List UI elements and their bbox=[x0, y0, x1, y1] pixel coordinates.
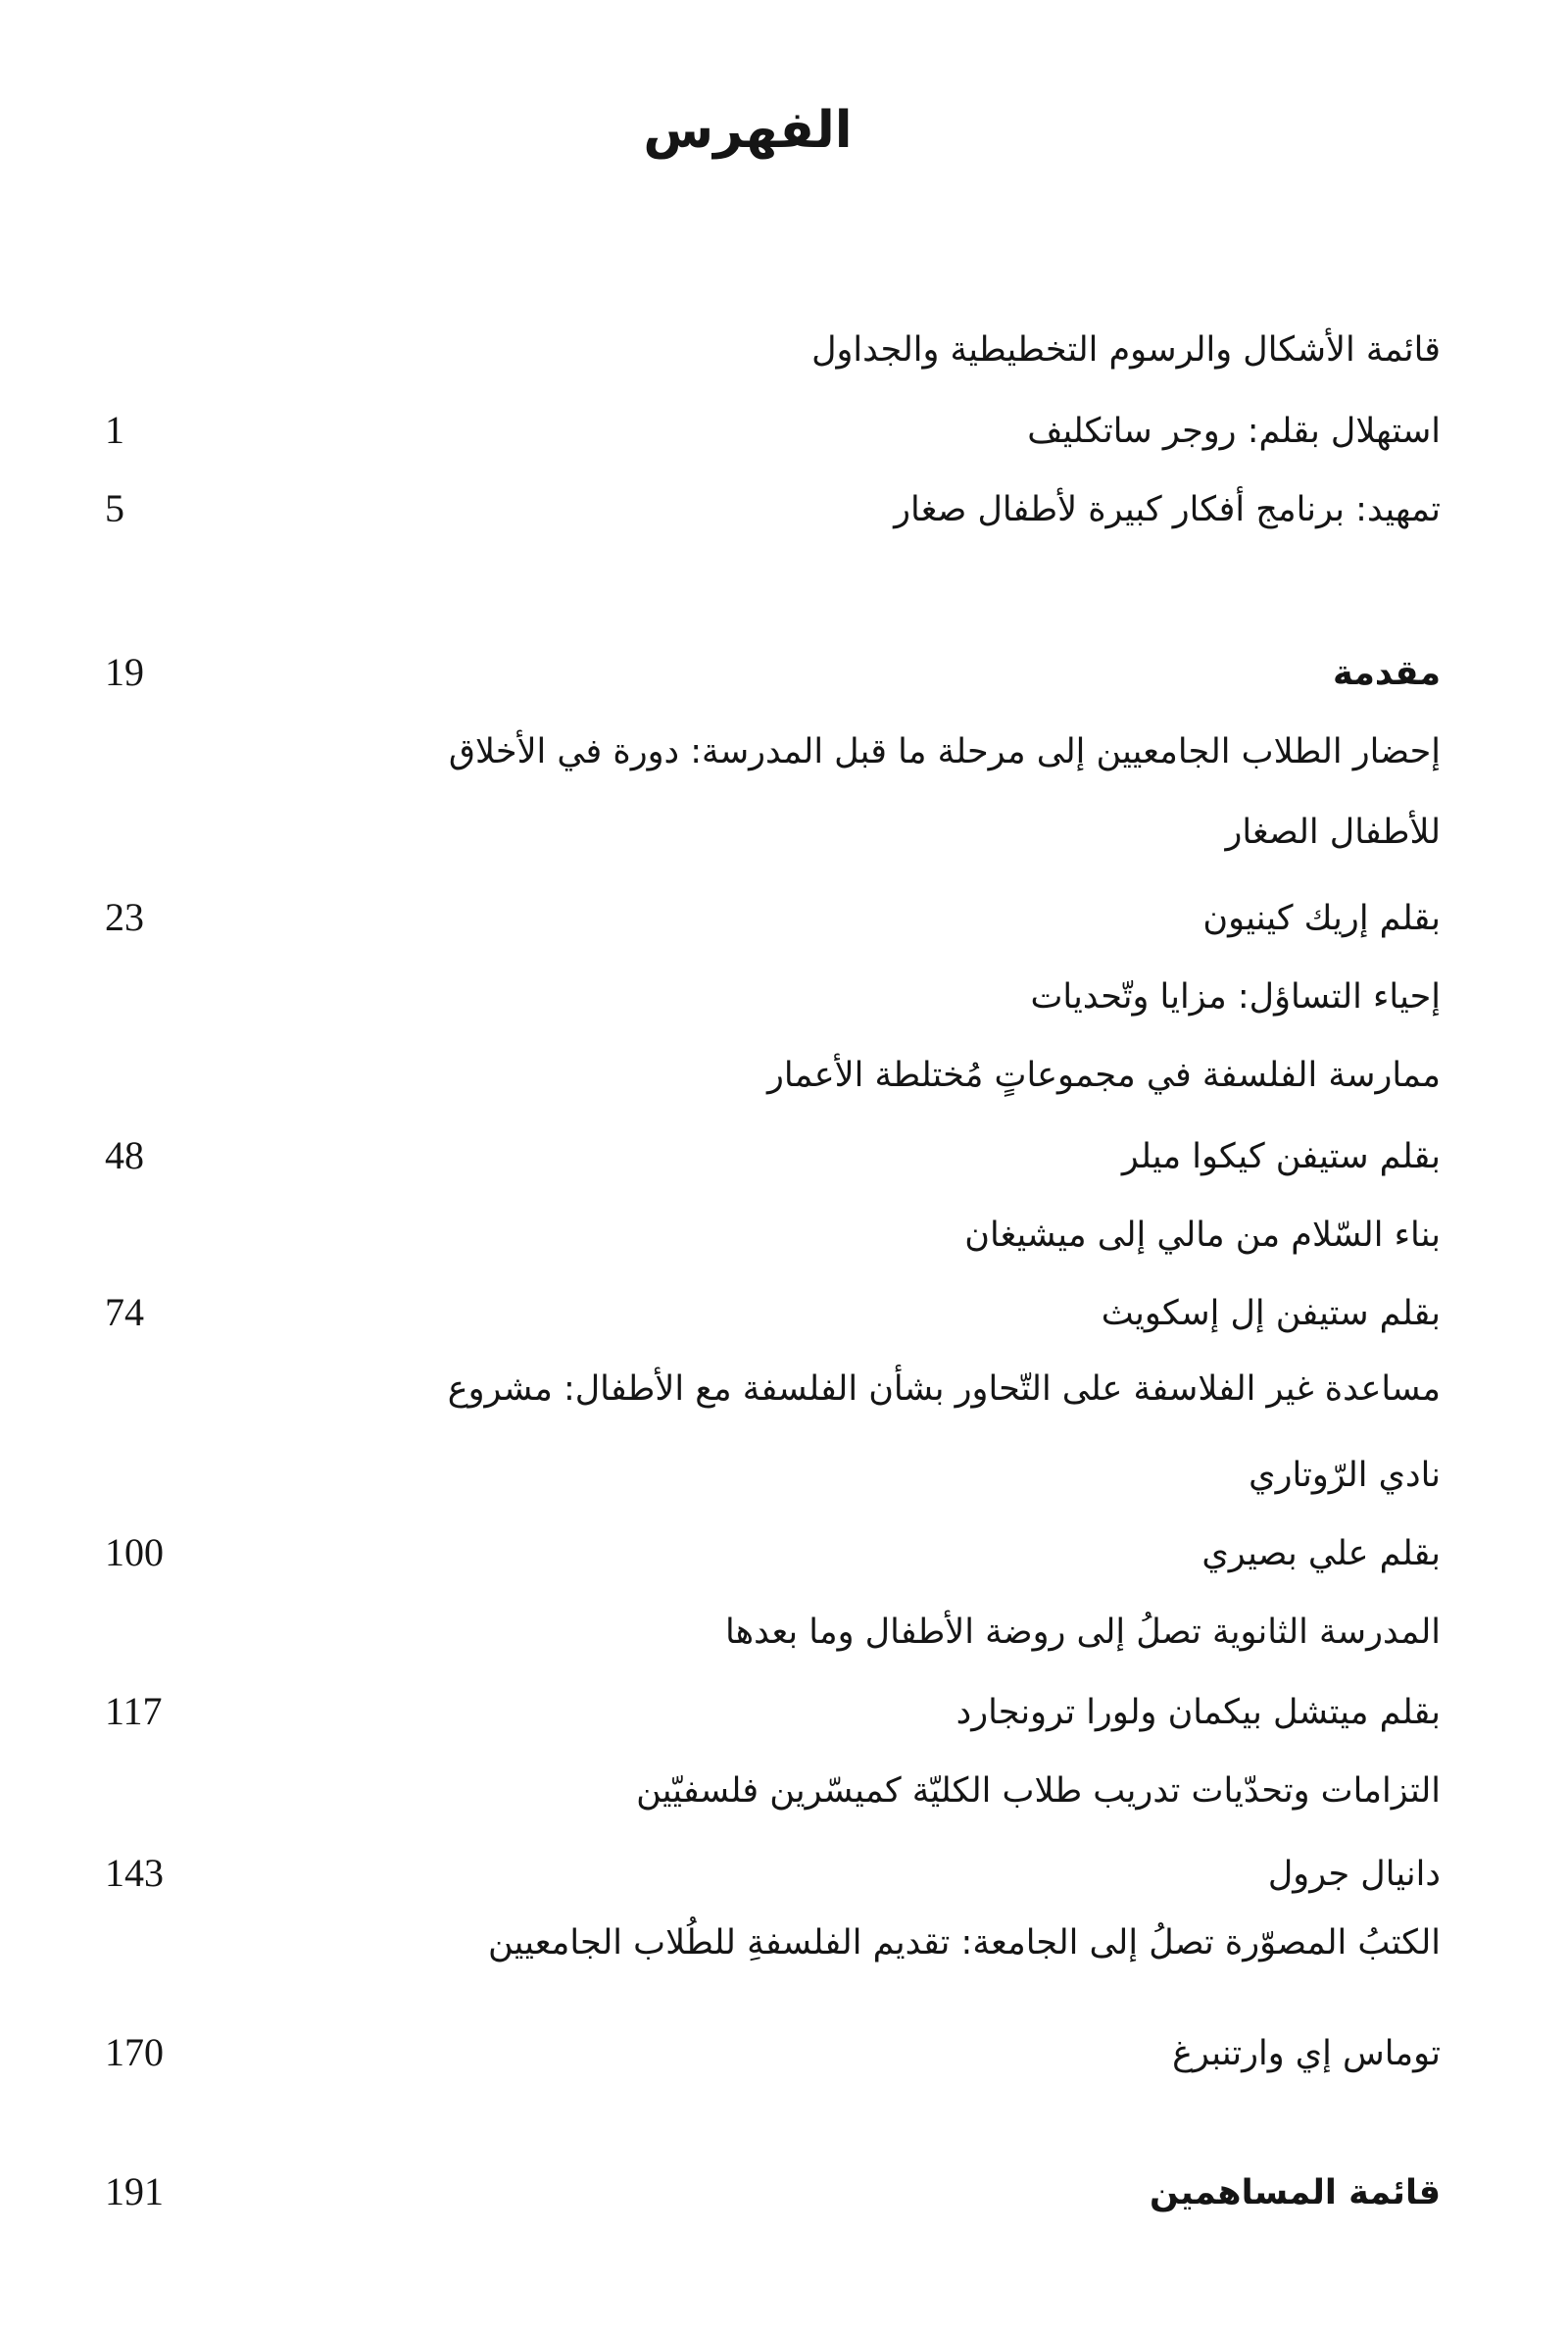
toc-entry-text: قائمة المساهمين bbox=[1150, 2173, 1441, 2212]
toc-entry-text: بقلم ستيفن كيكوا ميلر bbox=[1121, 1137, 1441, 1176]
toc-row bbox=[105, 720, 1441, 783]
toc-row bbox=[105, 887, 1441, 950]
toc-row bbox=[105, 1358, 1441, 1420]
toc-row bbox=[105, 478, 1441, 541]
toc-row bbox=[105, 1912, 1441, 1974]
toc-entry-text: ممارسة الفلسفة في مجموعاتٍ مُختلطة الأعمار bbox=[766, 1056, 1441, 1095]
toc-row bbox=[105, 1681, 1441, 1744]
toc-entry-text: الكتبُ المصوّرة تصلُ إلى الجامعة: تقديم الفلسفةِ للطُلاب الجامعيين bbox=[487, 1923, 1441, 1962]
toc-entry-text: للأطفال الصغار bbox=[1225, 813, 1441, 852]
toc-entry-text: بقلم ميتشل بيكمان ولورا ترونجارد bbox=[956, 1693, 1441, 1732]
toc-entry-text: بقلم ستيفن إل إسكويث bbox=[1101, 1294, 1441, 1333]
toc-entry-text: مقدمة bbox=[1333, 654, 1441, 693]
toc-row bbox=[105, 801, 1441, 864]
toc-entry-text: دانيال جرول bbox=[1267, 1855, 1441, 1894]
toc-page-number: 48 bbox=[105, 1133, 144, 1177]
toc-entry-text: استهلال بقلم: روجر ساتكليف bbox=[1027, 412, 1441, 451]
toc-entry-text: إحضار الطلاب الجامعيين إلى مرحلة ما قبل المدرسة: دورة في الأخلاق bbox=[448, 732, 1441, 771]
toc-entry-text: توماس إي وارتنبرغ bbox=[1172, 2034, 1441, 2073]
toc-row bbox=[105, 1601, 1441, 1664]
toc-row bbox=[105, 1204, 1441, 1267]
toc-row bbox=[105, 1125, 1441, 1188]
toc-page-number: 143 bbox=[105, 1851, 164, 1895]
toc-page-number: 100 bbox=[105, 1530, 164, 1574]
toc-row bbox=[105, 1444, 1441, 1507]
toc-entry-text: إحياء التساؤل: مزايا وتّحديات bbox=[1030, 977, 1441, 1017]
toc-entry-text: تمهيد: برنامج أفكار كبيرة لأطفال صغار bbox=[894, 490, 1441, 529]
toc-page-number: 1 bbox=[105, 408, 124, 452]
page-title: الفهرس bbox=[643, 101, 853, 160]
toc-page-number: 74 bbox=[105, 1290, 144, 1334]
toc-row bbox=[105, 319, 1441, 381]
toc-row-section-heading bbox=[105, 2161, 1441, 2224]
toc-row bbox=[105, 966, 1441, 1028]
toc-entry-text: المدرسة الثانوية تصلُ إلى روضة الأطفال وما بعدها bbox=[724, 1613, 1441, 1652]
toc-page-number: 19 bbox=[105, 650, 144, 694]
toc-page-number: 117 bbox=[105, 1689, 163, 1733]
toc-page-number: 23 bbox=[105, 895, 144, 939]
toc-entry-text: نادي الرّوتاري bbox=[1249, 1456, 1441, 1495]
toc-row-section-heading bbox=[105, 642, 1441, 705]
toc-page-number: 170 bbox=[105, 2030, 164, 2074]
toc-page-number: 191 bbox=[105, 2169, 164, 2213]
toc-entry-text: بقلم إريك كينيون bbox=[1202, 899, 1441, 938]
toc-row bbox=[105, 1843, 1441, 1906]
toc-page-number: 5 bbox=[105, 486, 124, 530]
toc-row bbox=[105, 1522, 1441, 1585]
toc-entry-text: التزامات وتحدّيات تدريب طلاب الكليّة كميسّرين فلسفيّين bbox=[636, 1771, 1441, 1811]
toc-entry-text: قائمة الأشكال والرسوم التخطيطية والجداول bbox=[811, 330, 1441, 370]
toc-row bbox=[105, 1282, 1441, 1345]
toc-row bbox=[105, 1760, 1441, 1822]
toc-row bbox=[105, 1044, 1441, 1107]
toc-entry-text: مساعدة غير الفلاسفة على التّحاور بشأن الفلسفة مع الأطفال: مشروع bbox=[447, 1369, 1441, 1409]
toc-entry-text: بناء السّلام من مالي إلى ميشيغان bbox=[964, 1216, 1441, 1255]
toc-row bbox=[105, 2022, 1441, 2085]
toc-row bbox=[105, 400, 1441, 463]
toc-entry-text: بقلم علي بصيري bbox=[1201, 1534, 1441, 1573]
